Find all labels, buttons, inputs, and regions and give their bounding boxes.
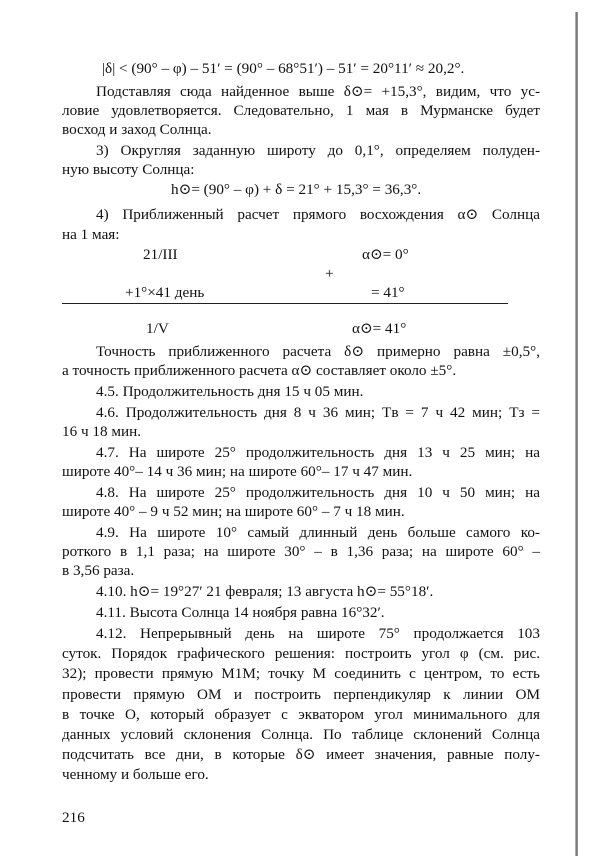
- text-line: широте 40° – 9 ч 52 мин; на широте 60° – 7 ч 18 мин.: [62, 503, 405, 520]
- text-line: ченному и больше его.: [62, 766, 209, 783]
- text-line: восход и заход Солнца.: [62, 121, 212, 138]
- text-line: провести прямую ОМ и построить перпендикуляр к линии OM: [62, 686, 540, 703]
- calc-sum-rule: [62, 303, 508, 304]
- text-line: 4.9. На широте 10° самый длинный день больше самого ко-: [96, 524, 540, 541]
- text-line: в точке O, который образует с экватором угол минимального для: [62, 706, 540, 723]
- text-line: роткого в 1,1 раза; на широте 30° – в 1,36 раза; на широте 60° –: [62, 543, 540, 560]
- calc-alpha-start: α⊙= 0°: [362, 246, 409, 263]
- text-line: на 1 мая:: [62, 226, 120, 243]
- calc-date-end: 1/V: [146, 320, 169, 337]
- text-line: 32); провести прямую M1M; точку M соединить с центром, то есть: [62, 665, 540, 682]
- text-line: ловие удовлетворяется. Следовательно, 1 мая в Мурманске будет: [62, 102, 540, 119]
- text-line: подсчитать все дни, в которые δ⊙ имеет значения, равные полу-: [62, 746, 540, 763]
- text-line: 4.6. Продолжительность дня 8 ч 36 мин; Tв = 7 ч 42 мин; Tз =: [96, 404, 540, 421]
- text-line: 4.5. Продолжительность дня 15 ч 05 мин.: [96, 383, 364, 400]
- page-number: 216: [62, 809, 85, 826]
- calc-plus-sign: +: [325, 265, 334, 282]
- text-line: суток. Порядок графического решения: построить угол φ (см. рис.: [62, 645, 540, 662]
- text-line: ную высоту Солнца:: [62, 161, 195, 178]
- text-line: 4.7. На широте 25° продолжительность дня 13 ч 25 мин; на: [96, 444, 540, 461]
- text-line: широте 40°– 14 ч 36 мин; на широте 60°– 17 ч 47 мин.: [62, 463, 413, 480]
- text-line: 4.8. На широте 25° продолжительность дня 10 ч 50 мин; на: [96, 484, 540, 501]
- text-line: Точность приближенного расчета δ⊙ примерно равна ±0,5°,: [96, 343, 540, 360]
- calc-increment-result: = 41°: [371, 284, 405, 301]
- text-line: а точность приближенного расчета α⊙ составляет около ±5°.: [62, 362, 457, 379]
- text-line: данных условий склонения Солнца. По таблице склонений Солнца: [62, 726, 540, 743]
- text-line: Подставляя сюда найденное выше δ⊙= +15,3°, видим, что ус-: [96, 83, 540, 100]
- page-edge-shadow: [575, 12, 578, 856]
- calc-date-start: 21/III: [143, 246, 178, 263]
- text-line: 4.11. Высота Солнца 14 ноября равна 16°32′.: [96, 604, 385, 621]
- text-line: 4.10. h⊙= 19°27′ 21 февраля; 13 августа h⊙= 55°18′.: [96, 583, 434, 600]
- text-line: 3) Округляя заданную широту до 0,1°, определяем полуден-: [96, 142, 540, 159]
- calc-alpha-end: α⊙= 41°: [352, 320, 407, 337]
- text-line: h⊙= (90° – φ) + δ = 21° + 15,3° = 36,3°.: [171, 181, 422, 198]
- text-line: |δ| < (90° – φ) – 51′ = (90° – 68°51′) – 51′ = 20°11′ ≈ 20,2°.: [102, 60, 465, 77]
- calc-increment: +1°×41 день: [125, 284, 205, 301]
- text-line: 16 ч 18 мин.: [62, 423, 142, 440]
- text-line: 4.12. Непрерывный день на широте 75° продолжается 103: [96, 625, 540, 642]
- text-line: 4) Приближенный расчет прямого восхождения α⊙ Солнца: [96, 206, 540, 223]
- text-line: в 3,56 раза.: [62, 562, 135, 579]
